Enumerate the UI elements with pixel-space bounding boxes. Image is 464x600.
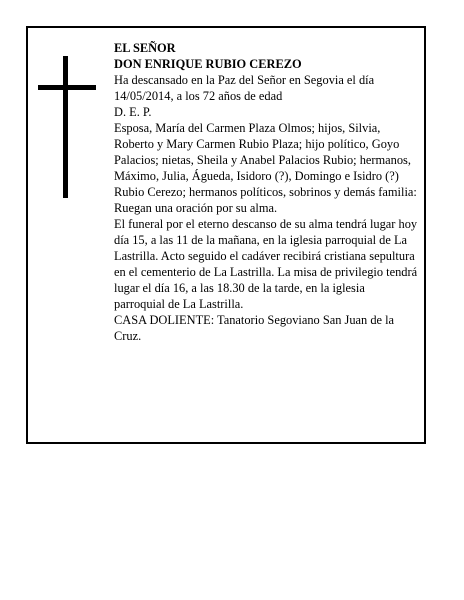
notice-title: EL SEÑOR (114, 41, 176, 55)
obituary-notice (26, 26, 426, 444)
funeral-details: El funeral por el eterno descanso de su alma tendrá lugar hoy día 15, a las 11 de la mañana, en la iglesia parroquial de La Lastrilla. Acto seguido el cadáver recibirá cristiana sepultura en el cementerio de La Lastrilla. La misa de privilegio tendrá lugar el día 16, a las 18.30 de la tarde, en la iglesia parroquial de La Lastrilla. (114, 217, 418, 311)
cross-icon (38, 56, 96, 198)
cross-vertical-bar (63, 56, 68, 198)
notice-text-block (114, 40, 418, 344)
prayer-request: Ruegan una oración por su alma. (114, 201, 278, 215)
death-announcement: Ha descansado en la Paz del Señor en Segovia el día 14/05/2014, a los 72 años de edad (114, 73, 375, 103)
rip-text: D. E. P. (114, 105, 152, 119)
mourning-house: CASA DOLIENTE: Tanatorio Segoviano San Juan de la Cruz. (114, 313, 395, 343)
cross-horizontal-bar (38, 85, 96, 90)
deceased-name: DON ENRIQUE RUBIO CEREZO (114, 57, 302, 71)
family-list: Esposa, María del Carmen Plaza Olmos; hijos, Silvia, Roberto y Mary Carmen Rubio Plaza; hijo político, Goyo Palacios; nietas, Sheila y Anabel Palacios Rubio; hermanos, Máximo, Julia, Águeda, Isidoro (?), Domingo e Isidro (?) Rubio Cerezo; hermanos políticos, sobrinos y demás familia: (114, 121, 417, 199)
